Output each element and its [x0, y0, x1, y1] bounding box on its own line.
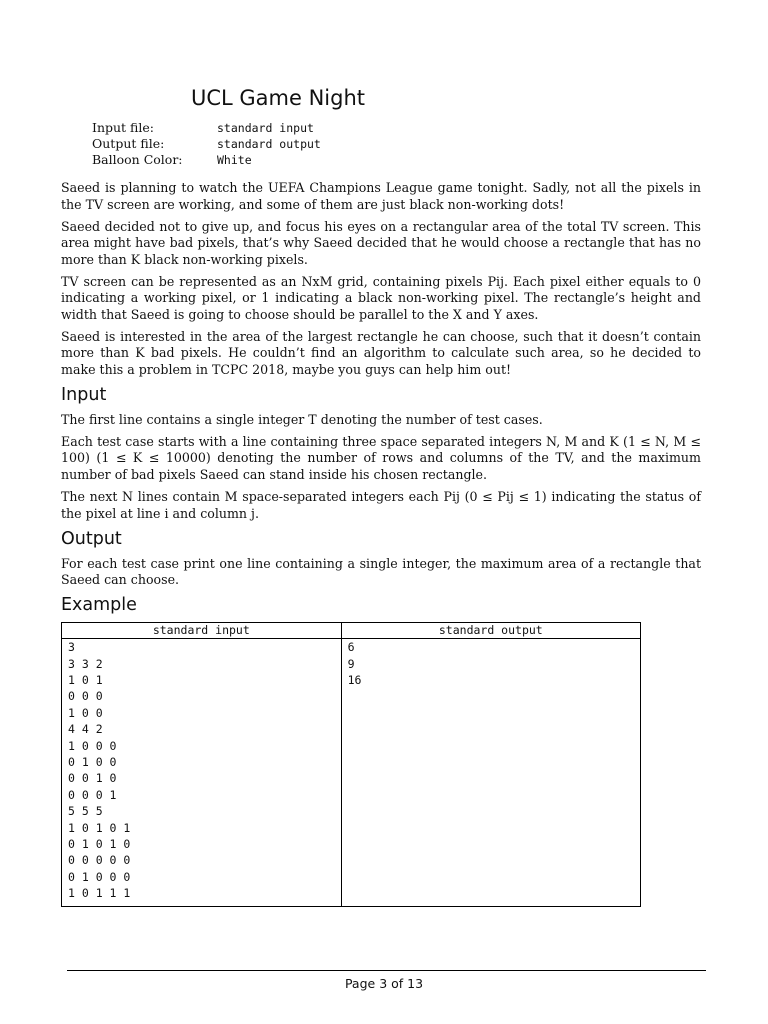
example-line: 0 1 0 0: [68, 754, 117, 769]
meta-value: standard output: [217, 137, 321, 152]
example-output-cell: [341, 639, 640, 906]
footer-divider: [67, 970, 706, 971]
input-paragraph: The next N lines contain M space-separated integers each Pij (0 ≤ Pij ≤ 1) indicating the status of the pixel at line i and column j.: [61, 489, 701, 521]
input-paragraph: Each test case starts with a line containing three space separated integers N, M and K (1 ≤ N, M ≤ 100) (1 ≤ K ≤ 10000) denoting the number of rows and columns of the TV, and the maximum number of bad pixels Saeed can stand inside his chosen rectangle.: [61, 433, 701, 482]
statement-paragraph: Saeed is planning to watch the UEFA Champions League game tonight. Sadly, not all the pixels in the TV screen are working, and some of them are just black non-working dots!: [61, 180, 701, 212]
example-line: 5 5 5: [68, 804, 103, 819]
meta-row-input-file: [92, 120, 321, 136]
example-line: 0 0 0 1: [68, 787, 117, 802]
example-line: 9: [347, 656, 355, 671]
meta-label: Balloon Color:: [92, 152, 183, 168]
input-paragraph: The first line contains a single integer T denoting the number of test cases.: [61, 411, 543, 427]
example-line: 1 0 1: [68, 673, 103, 688]
example-line: 16: [347, 673, 362, 688]
input-heading: Input: [61, 384, 107, 405]
statement-paragraph: Saeed is interested in the area of the largest rectangle he can choose, such that it doesn’t contain more than K bad pixels. He couldn’t find an algorithm to calculate such area, so he decided to make this a problem in TCPC 2018, maybe you guys can help him out!: [61, 328, 701, 377]
example-line: 0 0 0: [68, 689, 103, 704]
example-input-header: standard input: [62, 623, 342, 639]
example-line: 4 4 2: [68, 722, 103, 737]
meta-row-balloon-color: [92, 152, 321, 168]
output-paragraph: For each test case print one line containing a single integer, the maximum area of a rectangle that Saeed can choose.: [61, 555, 701, 588]
meta-value: White: [217, 153, 252, 168]
example-line: 0 1 0 0 0: [68, 869, 131, 884]
problem-title: UCL Game Night: [191, 86, 366, 110]
example-line: 3 3 2: [68, 656, 103, 671]
example-heading: Example: [61, 595, 137, 616]
example-line: 0 0 0 0 0: [68, 853, 131, 868]
example-line: 1 0 1 1 1: [68, 886, 131, 901]
example-line: 6: [347, 640, 355, 655]
statement-paragraph: Saeed decided not to give up, and focus his eyes on a rectangular area of the total TV screen. This area might have bad pixels, that’s why Saeed decided that he would choose a rectangle that has no more than K black non-working pixels.: [61, 218, 701, 267]
example-line: 0 0 1 0: [68, 771, 117, 786]
example-output-header: standard output: [341, 623, 640, 639]
problem-content: [61, 180, 701, 907]
meta-label: Output file:: [92, 136, 165, 152]
meta-label: Input file:: [92, 120, 154, 135]
meta-row-output-file: [92, 136, 321, 152]
example-line: 1 0 0: [68, 705, 103, 720]
statement-paragraph: TV screen can be represented as an NxM grid, containing pixels Pij. Each pixel either equals to 0 indicating a working pixel, or 1 indicating a black non-working pixel. The rectangle’s height and width that Saeed is going to choose should be parallel to the X and Y axes.: [61, 273, 701, 322]
example-input-cell: [62, 639, 342, 906]
page-footer: Page 3 of 13: [344, 976, 424, 991]
example-line: 0 1 0 1 0: [68, 836, 131, 851]
example-line: 1 0 0 0: [68, 738, 117, 753]
example-line: 1 0 1 0 1: [68, 820, 131, 835]
meta-value: standard input: [217, 121, 314, 135]
example-table: [61, 622, 641, 906]
problem-meta: [92, 120, 321, 169]
output-heading: Output: [61, 528, 122, 549]
example-line: 3: [68, 640, 75, 655]
